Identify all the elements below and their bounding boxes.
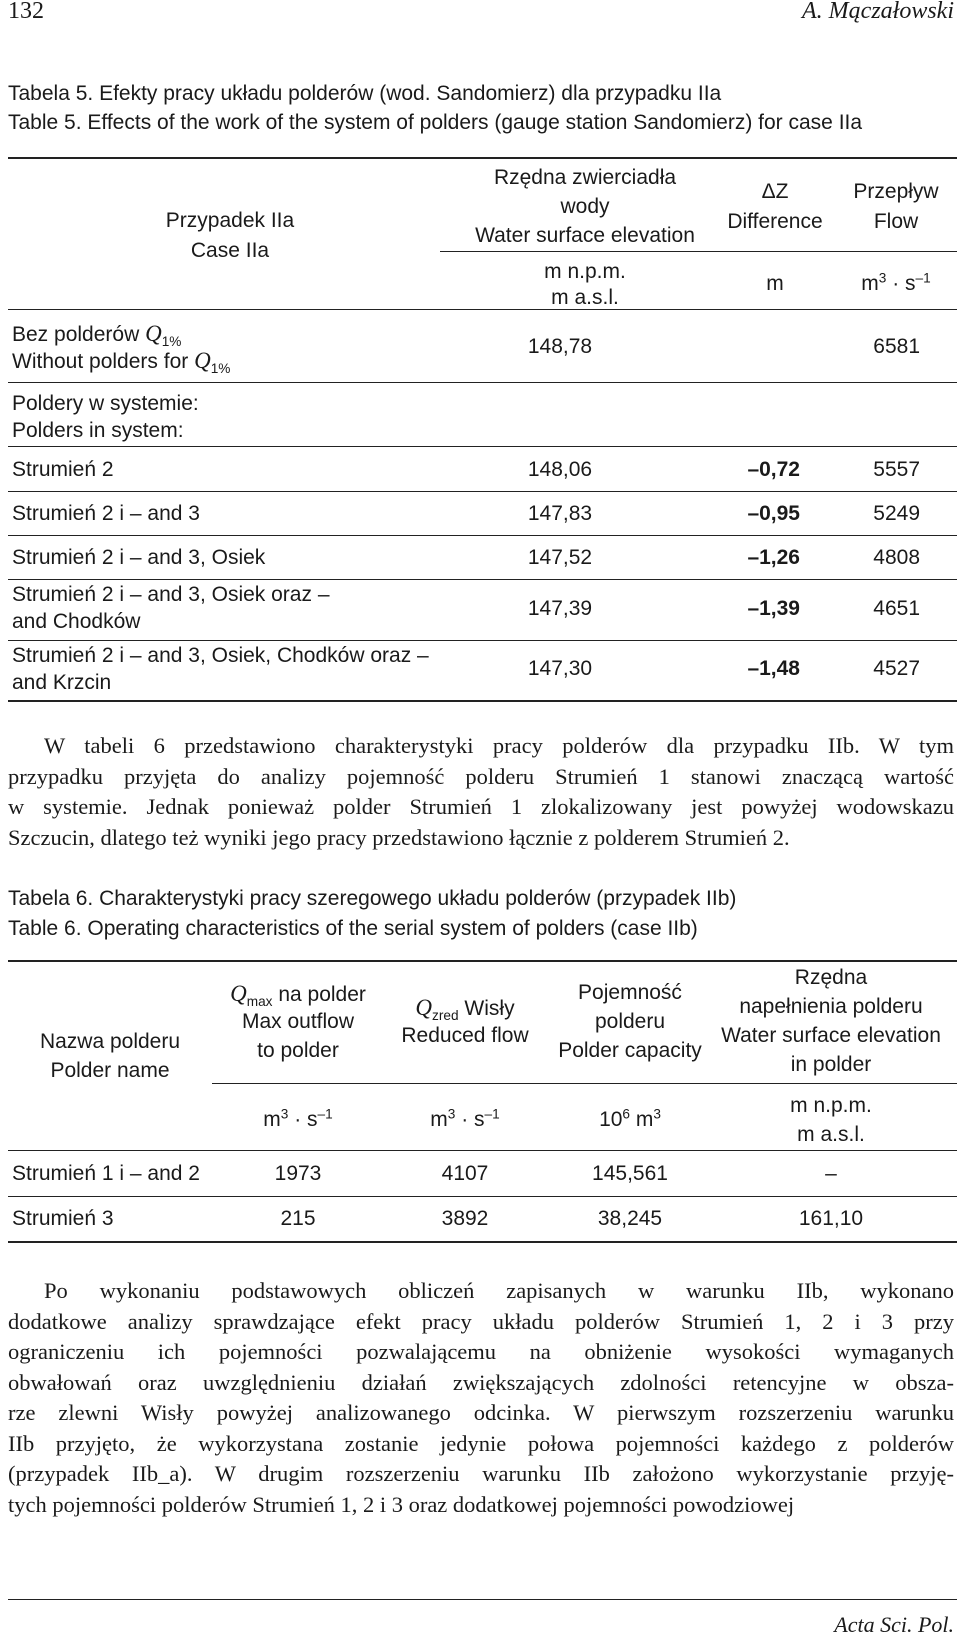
t5-row-dz: –1,39 — [747, 597, 800, 620]
paragraph-line: W tabeli 6 przedstawiono charakterystyki pracy polderów dla przypadku IIb. W tym — [44, 733, 954, 758]
footer-journal: Acta Sci. Pol. — [834, 1612, 954, 1637]
t6-row-qmax: 215 — [280, 1207, 316, 1230]
t5-row-label: Strumień 2 i – and 3, Osiek oraz – — [12, 583, 330, 606]
t5-group-label-en: Polders in system: — [12, 419, 184, 442]
t5-head-elev-unit2: m a.s.l. — [551, 286, 619, 309]
t5-head-case-pl: Przypadek IIa — [165, 209, 295, 232]
t5-head-flow-unit: $m^3 \cdot s^{-1}$ — [861, 270, 931, 295]
t6-head-qmax-pl: $Q_{max}$ na polder — [230, 981, 366, 1009]
t5-head-case-en: Case IIa — [190, 239, 270, 262]
t5-baseline-label-en: Without polders for $Q_{1\%}$ — [12, 348, 231, 376]
t5-row-label-cont: and Krzcin — [12, 671, 112, 694]
t5-row-label: Strumień 2 i – and 3, Osiek, Chodków oraz – — [12, 644, 429, 667]
t5-row-elevation: 147,30 — [527, 657, 593, 680]
paragraph-line: IIb przyjęto, że wykorzystana zostanie jedynie połowa pojemności każdego z polderów — [8, 1430, 954, 1456]
page-number: 132 — [8, 0, 44, 24]
t5-row-flow: 4808 — [873, 546, 920, 569]
t5-row-elevation: 147,52 — [527, 546, 593, 569]
t6-head-fill-l1: Rzędna — [794, 966, 868, 989]
t6-row-qzred: 3892 — [441, 1207, 489, 1230]
table5-row-rule — [8, 535, 957, 536]
t6-row-capacity: 38,245 — [597, 1207, 663, 1230]
t6-row-fill: – — [825, 1162, 837, 1185]
table5-row-rule — [8, 446, 957, 447]
t5-row-label-cont: and Chodków — [12, 610, 141, 633]
t5-row-dz: –1,48 — [747, 657, 800, 680]
t6-unit-fill1: m n.p.m. — [790, 1094, 872, 1117]
t5-row-flow: 5249 — [873, 502, 920, 525]
table5-baseline-rule — [8, 382, 957, 383]
t6-row-qmax: 1973 — [274, 1162, 322, 1185]
t6-row-fill: 161,10 — [798, 1207, 864, 1230]
t6-row-name: Strumień 3 — [12, 1207, 114, 1230]
t6-unit-qmax: $m^3 \cdot s^{-1}$ — [263, 1106, 333, 1131]
t5-head-elev-l2: wody — [560, 195, 610, 218]
t6-head-capacity-en: Polder capacity — [558, 1039, 702, 1062]
t5-head-flow-en: Flow — [873, 210, 919, 233]
table6-unit-rule — [212, 1083, 957, 1084]
t6-head-qmax-en1: Max outflow — [241, 1010, 355, 1033]
table6-top-rule — [8, 960, 957, 962]
paragraph-line: obwałowań oraz uwzględnieniu działań zwiększających zdolności retencyjne w obsza- — [8, 1369, 954, 1395]
paragraph-line: w systemie. Jednak ponieważ polder Strumień 1 zlokalizowany jest powyżej wodowskazu — [8, 794, 954, 819]
t6-head-fill-l4: in polder — [790, 1053, 872, 1076]
t5-baseline-flow: 6581 — [873, 335, 920, 358]
t6-head-qmax-en2: to polder — [257, 1039, 339, 1062]
paragraph-line: tych pojemności polderów Strumień 1, 2 i 3 oraz dodatkowej pojemności powodziowej — [8, 1491, 795, 1517]
paragraph-line: (przypadek IIb_a). W drugim rozszerzeniu warunku IIb założono wykorzystanie przyję- — [8, 1461, 954, 1486]
table6-caption-en: Table 6. Operating characteristics of the serial system of polders (case IIb) — [8, 917, 698, 940]
table6-bottom-rule — [8, 1241, 957, 1243]
table5-row-rule — [8, 491, 957, 492]
t5-baseline-elevation: 148,78 — [527, 335, 593, 358]
t6-head-capacity-pl1: Pojemność — [578, 981, 682, 1004]
paragraph-line: dodatkowe analizy sprawdzające efekt pracy układu polderów Strumień 1, 2 i 3 przy — [8, 1308, 954, 1334]
t5-row-label: Strumień 2 i – and 3 — [12, 502, 200, 525]
table5-row-rule — [8, 579, 957, 580]
table5-top-rule — [8, 157, 957, 159]
t6-head-fill-l2: napełnienia polderu — [739, 995, 923, 1018]
t6-row-qzred: 4107 — [441, 1162, 489, 1185]
t6-row-name: Strumień 1 i – and 2 — [12, 1162, 200, 1185]
t5-row-dz: –0,95 — [747, 502, 800, 525]
t6-head-name-en: Polder name — [50, 1059, 170, 1082]
t5-row-flow: 5557 — [873, 458, 920, 481]
t5-group-label-pl: Poldery w systemie: — [12, 392, 199, 415]
paragraph-line: ograniczeniu ich pojemności pozwalającemu na obniżenie wysokości wymaganych — [8, 1339, 954, 1364]
t5-row-flow: 4527 — [873, 657, 920, 680]
t5-baseline-label-pl: Bez polderów $Q_{1\%}$ — [12, 321, 182, 349]
paragraph-line: przypadku przyjęta do analizy pojemność polderu Strumień 1 stanowi znaczącą wartość — [8, 763, 954, 789]
t5-head-dz-symbol: ΔZ — [761, 180, 789, 203]
table6-caption-pl: Tabela 6. Charakterystyki pracy szeregowego układu polderów (przypadek IIb) — [8, 887, 737, 910]
t6-head-capacity-pl2: polderu — [594, 1010, 666, 1033]
table5-caption-pl: Tabela 5. Efekty pracy układu polderów (wod. Sandomierz) dla przypadku IIa — [8, 82, 722, 105]
t6-head-qzred-pl: $Q_{zred}$ Wisły — [415, 995, 515, 1023]
table5-bottom-rule — [8, 700, 957, 702]
t5-head-elev-unit1: m n.p.m. — [544, 260, 626, 283]
paragraph-1 — [8, 731, 954, 853]
t5-row-flow: 4651 — [873, 597, 920, 620]
table5-row-rule — [8, 640, 957, 641]
t5-row-elevation: 147,39 — [527, 597, 593, 620]
paragraph-2 — [8, 1276, 954, 1520]
t5-head-dz-unit: m — [766, 272, 784, 295]
t5-head-flow-pl: Przepływ — [853, 180, 939, 203]
t6-head-qzred-en: Reduced flow — [401, 1024, 529, 1047]
table6-row-rule — [8, 1196, 957, 1197]
t5-head-elev-l3: Water surface elevation — [475, 224, 695, 247]
running-author: A. Mączałowski — [802, 0, 954, 24]
t5-head-elev-l1: Rzędna zwierciadła — [493, 166, 677, 189]
footer-rule — [8, 1599, 957, 1600]
table5-unit-rule — [440, 251, 957, 252]
t5-head-dz-label: Difference — [727, 210, 823, 233]
paragraph-line: Szczucin, dlatego też wyniki jego pracy przedstawiono łącznie z polderem Strumień 2. — [8, 824, 790, 850]
t5-row-label: Strumień 2 — [12, 458, 114, 481]
t6-unit-fill2: m a.s.l. — [797, 1123, 865, 1146]
table5-caption-en: Table 5. Effects of the work of the system of polders (gauge station Sandomierz) for case IIa — [8, 111, 863, 134]
t6-unit-capacity: $10^6$ $m^3$ — [599, 1106, 661, 1131]
t5-row-elevation: 148,06 — [527, 458, 593, 481]
t5-row-elevation: 147,83 — [527, 502, 593, 525]
t6-unit-qzred: $m^3 \cdot s^{-1}$ — [430, 1106, 500, 1131]
t5-row-label: Strumień 2 i – and 3, Osiek — [12, 546, 266, 569]
paragraph-line: rze zlewni Wisły powyżej analizowanego odcinka. W pierwszym rozszerzeniu warunku — [8, 1400, 954, 1425]
t5-row-dz: –1,26 — [747, 546, 800, 569]
paragraph-line: Po wykonaniu podstawowych obliczeń zapisanych w warunku IIb, wykonano — [44, 1278, 954, 1303]
table6-header-rule — [8, 1150, 957, 1151]
t6-head-name-pl: Nazwa polderu — [39, 1030, 181, 1053]
t6-row-capacity: 145,561 — [592, 1162, 668, 1185]
t6-head-fill-l3: Water surface elevation — [721, 1024, 941, 1047]
t5-row-dz: –0,72 — [747, 458, 800, 481]
